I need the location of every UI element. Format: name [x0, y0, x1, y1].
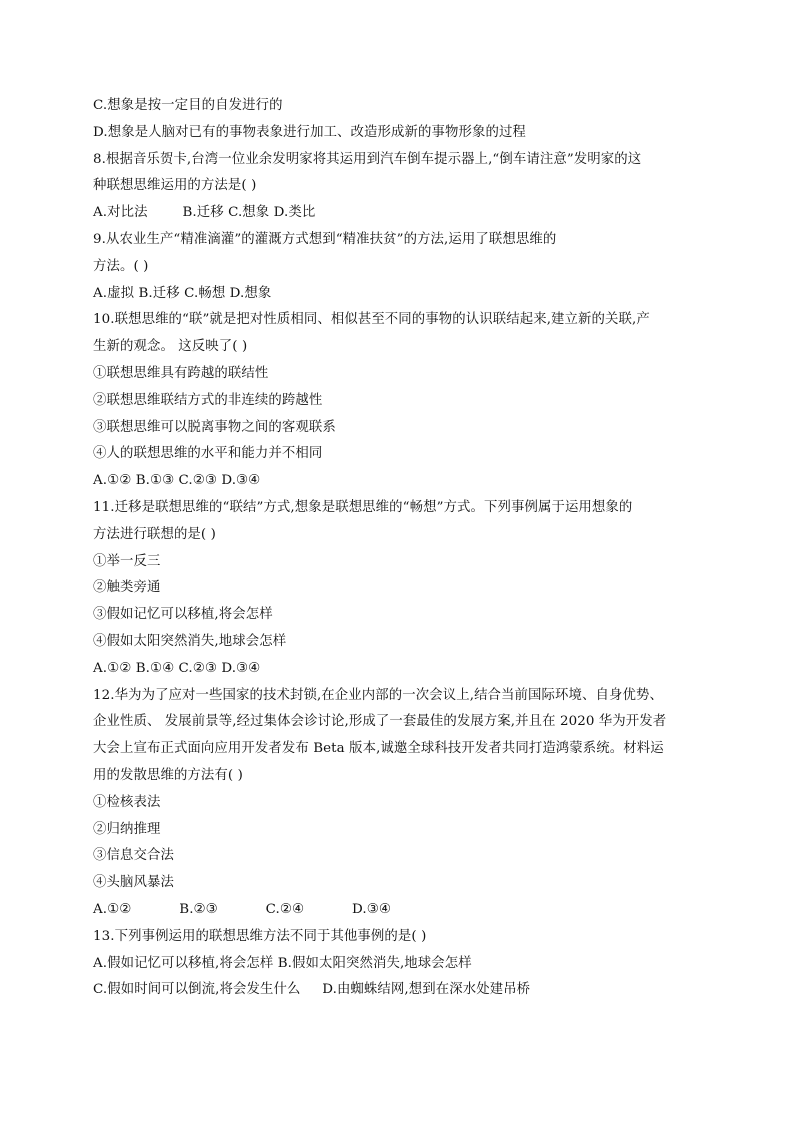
option-d-q7: D.想象是人脑对已有的事物表象进行加工、改造形成新的事物形象的过程: [93, 124, 526, 140]
q12-statement-4: ④头脑风暴法: [93, 875, 174, 891]
options-q11: A.①② B.①④ C.②③ D.③④: [93, 660, 261, 676]
question-12-line-1: 12.华为为了应对一些国家的技术封锁,在企业内部的一次会议上,结合当前国际环境、自身优势、: [93, 687, 663, 703]
question-11-line-1: 11.迁移是联想思维的“联结”方式,想象是联想思维的“畅想”方式。下列事例属于运用想象的: [93, 499, 633, 515]
q11-statement-3: ③假如记忆可以移植,将会怎样: [93, 607, 273, 623]
question-12-line-3: 大会上宣布正式面向应用开发者发布 Beta 版本,诚邀全球科技开发者共同打造鸿蒙系统。材料运: [93, 741, 664, 757]
question-12-line-4: 用的发散思维的方法有( ): [93, 767, 243, 783]
q10-statement-2: ②联想思维联结方式的非连续的跨越性: [93, 392, 323, 408]
options-q9: A.虚拟 B.迁移 C.畅想 D.想象: [93, 285, 272, 301]
question-11-line-2: 方法进行联想的是( ): [93, 526, 216, 542]
q12-statement-1: ①检核表法: [93, 794, 161, 810]
options-q13-cd: C.假如时间可以倒流,将会发生什么 D.由蜘蛛结网,想到在深水处建吊桥: [93, 982, 531, 998]
question-10-line-2: 生新的观念。 这反映了( ): [93, 339, 248, 355]
options-q8: A.对比法 B.迁移 C.想象 D.类比: [93, 205, 316, 221]
q10-statement-4: ④人的联想思维的水平和能力并不相同: [93, 446, 323, 462]
q11-statement-4: ④假如太阳突然消失,地球会怎样: [93, 633, 287, 649]
document-page: [93, 93, 705, 1004]
q10-statement-1: ①联想思维具有跨越的联结性: [93, 365, 269, 381]
option-c-q7: C.想象是按一定目的自发进行的: [93, 98, 283, 113]
q10-statement-3: ③联想思维可以脱离事物之间的客观联系: [93, 419, 336, 435]
options-q13-ab: A.假如记忆可以移植,将会怎样 B.假如太阳突然消失,地球会怎样: [93, 955, 472, 971]
question-9-line-2: 方法。( ): [93, 258, 149, 274]
question-13-line-1: 13.下列事例运用的联想思维方法不同于其他事例的是( ): [93, 928, 427, 944]
q12-statement-2: ②归纳推理: [93, 821, 161, 837]
q12-statement-3: ③信息交合法: [93, 848, 174, 864]
options-q10: A.①② B.①③ C.②③ D.③④: [93, 473, 261, 489]
q11-statement-1: ①举一反三: [93, 553, 161, 569]
question-10-line-1: 10.联想思维的“联”就是把对性质相同、相似甚至不同的事物的认识联结起来,建立新的关联,产: [93, 312, 650, 328]
question-9-line-1: 9.从农业生产“精准滴灌”的灌溉方式想到“精准扶贫”的方法,运用了联想思维的: [93, 231, 557, 247]
question-12-line-2: 企业性质、 发展前景等,经过集体会诊讨论,形成了一套最佳的发展方案,并且在 2020 华为开发者: [93, 714, 667, 730]
question-8-line-2: 种联想思维运用的方法是( ): [93, 178, 257, 194]
q11-statement-2: ②触类旁通: [93, 580, 161, 596]
question-8-line-1: 8.根据音乐贺卡,台湾一位业余发明家将其运用到汽车倒车提示器上,“倒车请注意”发明家的这: [93, 151, 642, 167]
options-q12: A.①② B.②③ C.②④ D.③④: [93, 901, 391, 917]
